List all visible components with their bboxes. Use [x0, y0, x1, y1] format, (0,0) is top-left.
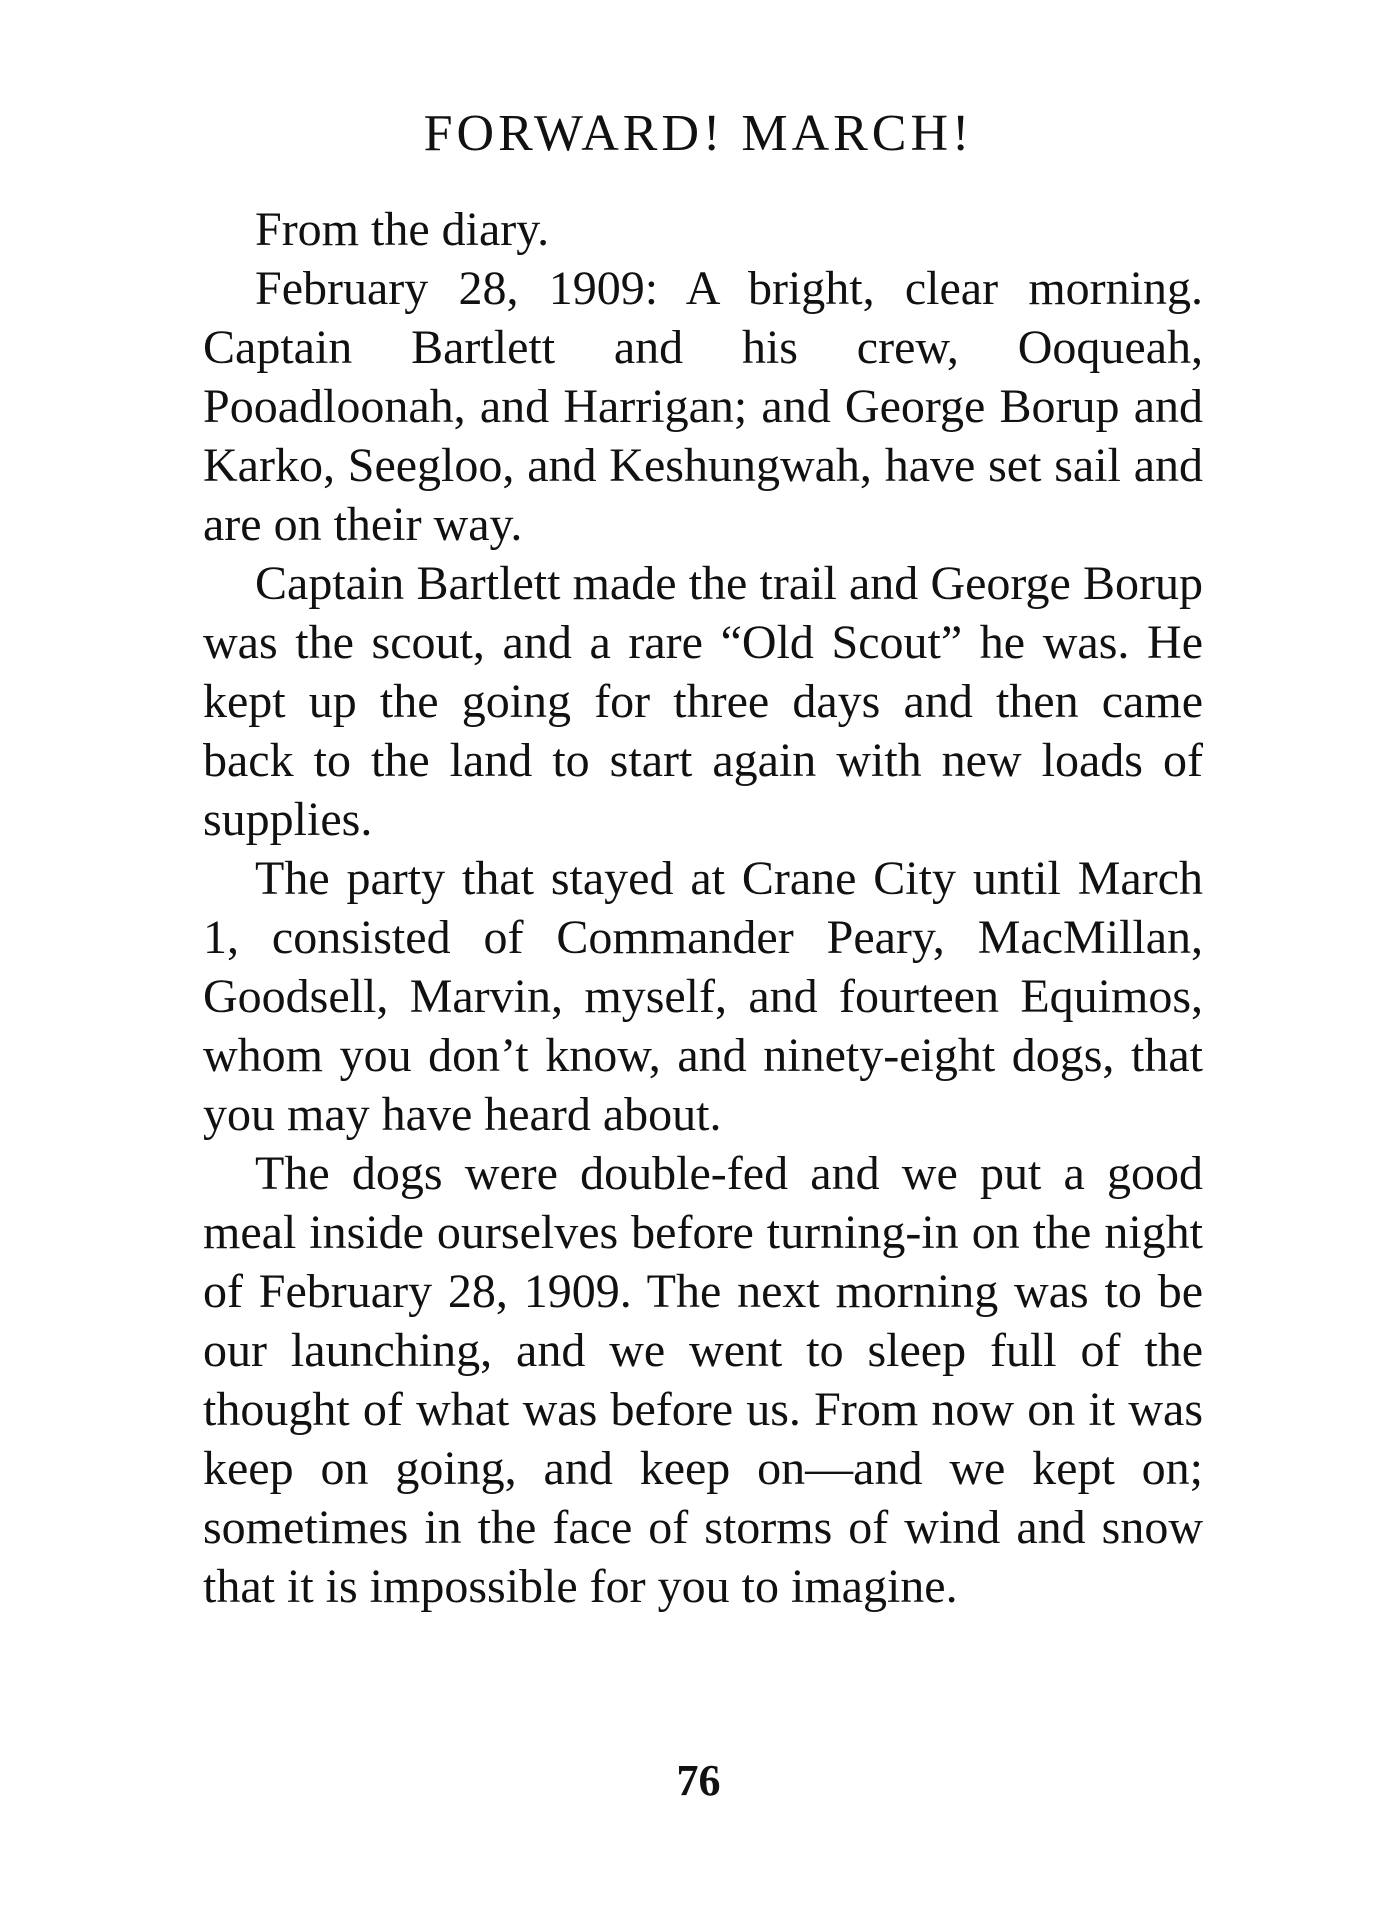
running-title: FORWARD! MARCH! — [423, 105, 974, 162]
body-text — [203, 200, 1203, 1616]
paragraph-borup-scout: Captain Bartlett made the trail and George Borup was the scout, and a rare “Old Scout” he was. He kept up the going for three days and then came back to the land to start again with new loads of supplies. — [203, 557, 1203, 846]
paragraph-diary-intro: From the diary. — [255, 203, 550, 256]
paragraph-crane-city-party: The party that stayed at Crane City until March 1, consisted of Commander Peary, MacMillan, Goodsell, Marvin, myself, and fourteen Equimos, whom you don’t know, and ninety-eight dogs, that you may have heard about. — [203, 852, 1203, 1141]
paragraph-february-28: February 28, 1909: A bright, clear morning. Captain Bartlett and his crew, Ooqueah, Pooadloonah, and Harrigan; and George Borup and Karko, Seegloo, and Keshungwah, have set sail and are on their way. — [203, 262, 1203, 551]
page-number: 76 — [676, 1756, 721, 1805]
paragraph-launching: The dogs were double-fed and we put a good meal inside ourselves before turning-in on the night of February 28, 1909. The next morning was to be our launching, and we went to sleep full of the thought of what was before us. From now on it was keep on going, and keep on—and we kept on; sometimes in the face of storms of wind and snow that it is impossible for you to imagine. — [203, 1147, 1203, 1613]
